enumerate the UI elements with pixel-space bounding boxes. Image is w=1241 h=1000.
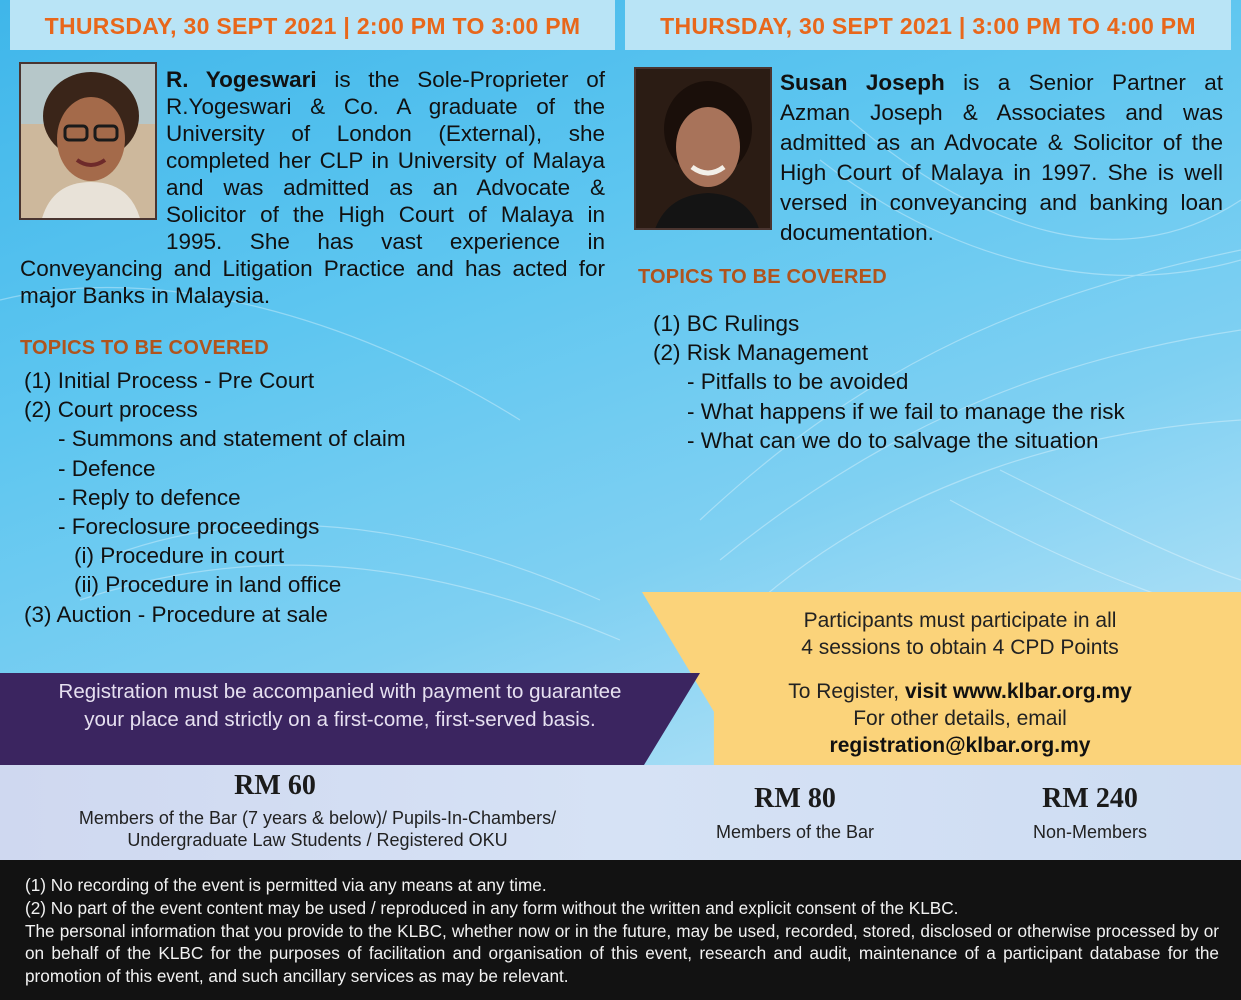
footer-rule-1: (1) No recording of the event is permitted via any means at any time. (25, 875, 547, 895)
speaker-name-right: Susan Joseph (780, 70, 945, 95)
speaker-name-left: R. Yogeswari (166, 67, 317, 92)
cpd-requirement (700, 607, 1220, 661)
fee-price-rm240: RM 240 (1042, 783, 1138, 814)
topic-item: (3) Auction - Procedure at sale (24, 601, 328, 627)
speaker-bio-left-text: is the Sole-Proprieter of R.Yogeswari & Co. A graduate of the University of London (External), she completed her CLP in University of Malaya and was admitted as an Advocate & Solicitor of the High Court of Malaya in 1995. She has vast experience in Conveyancing and Litigation Practice and has acted for major Banks in Malaysia. (20, 67, 605, 308)
topic-subitem: - Reply to defence (58, 484, 241, 510)
topic-item: (2) Court process (24, 397, 198, 423)
topic-subsubitem: (i) Procedure in court (74, 543, 285, 569)
speaker-photo-susan-joseph (634, 67, 772, 230)
topic-subitem: - Defence (58, 455, 156, 481)
session-left-date-text: THURSDAY, 30 SEPT 2021 | 2:00 PM TO 3:00 PM (44, 13, 581, 39)
registration-email-link[interactable]: registration@klbar.org.my (829, 734, 1091, 757)
topic-item: (1) BC Rulings (653, 311, 800, 336)
topic-subitem: - Summons and statement of claim (58, 426, 406, 452)
speaker-bio-left (20, 66, 605, 309)
fee-label-rm240: Non-Members (1032, 822, 1148, 842)
cpd-line-1: Participants must participate in all (803, 609, 1117, 632)
register-instructions (700, 678, 1220, 759)
register-prefix: To Register, (788, 680, 905, 703)
cpd-line-2: 4 sessions to obtain 4 CPD Points (801, 636, 1119, 659)
session-left-date (10, 0, 615, 50)
footer-rule-2: (2) No part of the event content may be used / reproduced in any form without the written and explicit consent of the KLBC. (25, 897, 959, 918)
topic-item: (1) Initial Process - Pre Court (24, 368, 315, 393)
topics-heading-right: TOPICS TO BE COVERED (638, 266, 887, 288)
topics-list-left (24, 366, 406, 629)
speaker-bio-right-text: is a Senior Partner at Azman Joseph & Associates and was admitted as an Advocate & Solicitor of the High Court of Malaya in 1997. She is well versed in conveyancing and banking loan documentation. (780, 70, 1223, 245)
fee-label-rm80: Members of the Bar (715, 822, 875, 842)
topic-item: (2) Risk Management (653, 340, 869, 366)
topic-subitem: - What happens if we fail to manage the risk (687, 398, 1125, 424)
topic-subitem: - Foreclosure proceedings (58, 514, 320, 540)
topic-subitem: - What can we do to salvage the situation (687, 427, 1099, 453)
topic-subitem: - Pitfalls to be avoided (687, 369, 909, 395)
topics-list-right (653, 309, 1125, 455)
details-line: For other details, email (853, 707, 1067, 730)
footer-privacy-notice: The personal information that you provide to the KLBC, whether now or in the future, may be used, recorded, stored, disclosed or otherwise processed by or on behalf of the KLBC for the purposes of facilitation and organisation of this event, research and audit, maintenance of a participant database for the promotion of this event, and such ancillary services as may be relevant. (25, 920, 1219, 987)
fee-label-rm60: Members of the Bar (7 years & below)/ Pupils-In-Chambers/ Undergraduate Law Students / Registered OKU (78, 808, 557, 850)
topics-heading-left: TOPICS TO BE COVERED (20, 337, 269, 359)
speaker-bio-right (780, 68, 1223, 248)
register-website-link[interactable]: visit www.klbar.org.my (904, 680, 1132, 703)
session-right-date-text: THURSDAY, 30 SEPT 2021 | 3:00 PM TO 4:00 PM (660, 13, 1196, 39)
footer-disclaimer (0, 860, 1241, 1000)
session-right-date (625, 0, 1231, 50)
fee-price-rm60: RM 60 (234, 770, 316, 801)
registration-notice: Registration must be accompanied with payment to guarantee your place and strictly on a first-come, first-served basis. (58, 680, 622, 731)
fee-price-rm80: RM 80 (754, 783, 836, 814)
topic-subsubitem: (ii) Procedure in land office (74, 572, 342, 598)
